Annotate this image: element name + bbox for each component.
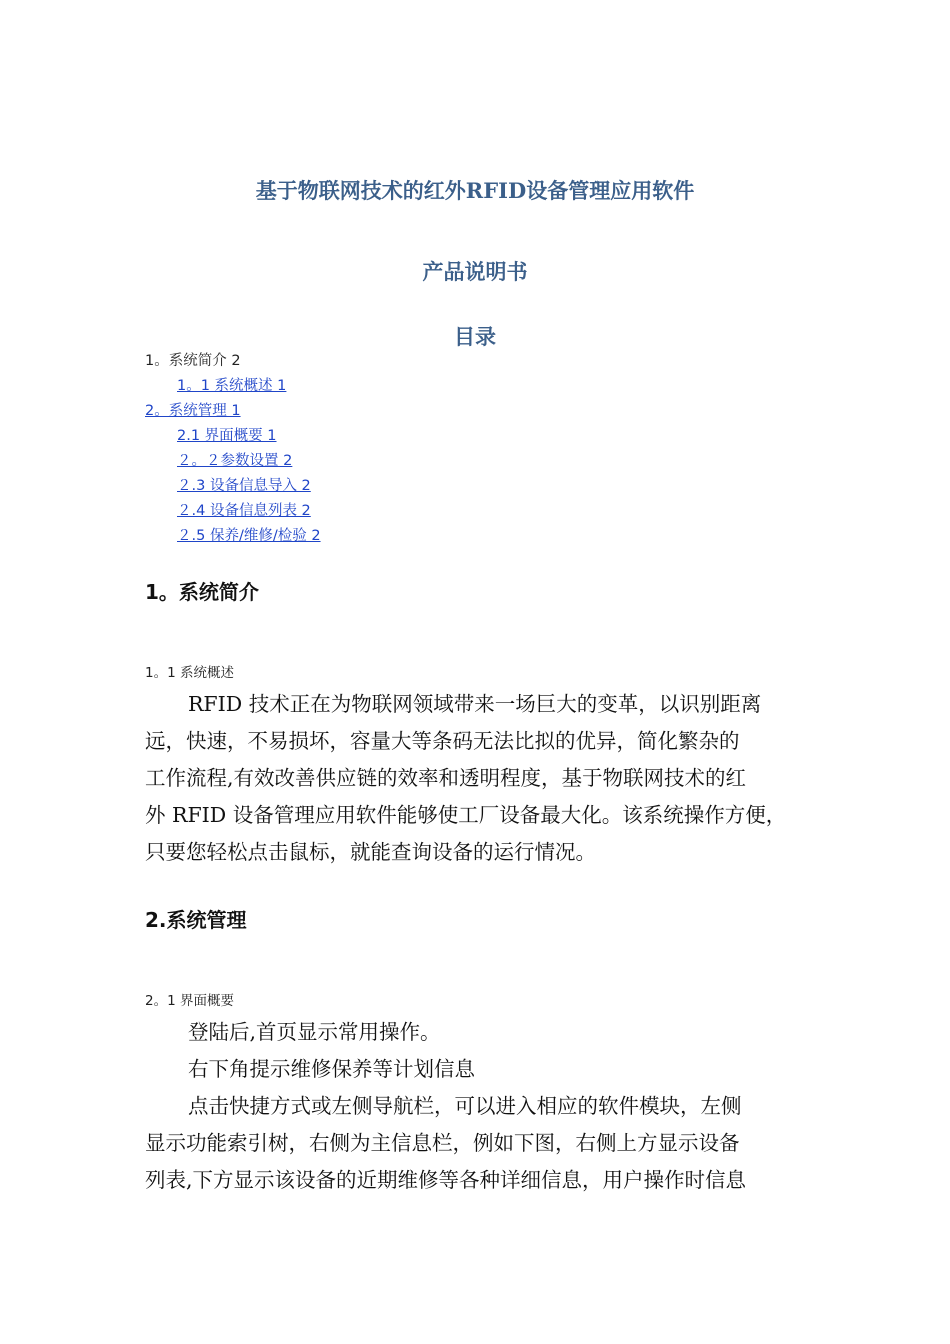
document-title: 基于物联网技术的红外RFID设备管理应用软件 [255,178,695,203]
section-heading-system-management: 2.系统管理 [145,908,247,932]
paragraph-line: 只要您轻松点击鼠标，就能查询设备的运行情况。 [145,840,596,864]
toc-link-device-list[interactable]: ２.4 设备信息列表 2 [177,503,311,519]
toc-heading: 目录 [454,324,496,349]
paragraph-line: 登陆后,首页显示常用操作。 [188,1020,441,1044]
paragraph-line: 点击快捷方式或左侧导航栏，可以进入相应的软件模块，左侧 [188,1094,742,1118]
toc-link-parameter-settings[interactable]: ２。２参数设置 2 [177,453,293,469]
paragraph-line: 外 RFID 设备管理应用软件能够使工厂设备最大化。该系统操作方便， [145,803,787,827]
toc-entry-system-intro: 1。系统简介 2 [145,353,241,369]
paragraph-line: 右下角提示维修保养等计划信息 [188,1057,475,1081]
toc-link-interface-overview[interactable]: 2.1 界面概要 1 [177,428,277,444]
toc-link-system-management[interactable]: 2。系统管理 1 [145,403,241,419]
paragraph-line: 显示功能索引树，右侧为主信息栏，例如下图，右侧上方显示设备 [145,1131,740,1155]
paragraph-line: 工作流程,有效改善供应链的效率和透明程度，基于物联网技术的红 [145,766,747,790]
toc-link-device-import[interactable]: ２.3 设备信息导入 2 [177,478,311,494]
paragraph-line: 列表,下方显示该设备的近期维修等各种详细信息，用户操作时信息 [145,1168,747,1192]
subsection-heading-system-overview: 1。1 系统概述 [145,665,234,681]
paragraph-line: 远，快速，不易损坏，容量大等条码无法比拟的优异，简化繁杂的 [145,729,740,753]
section-heading-system-intro: 1。系统简介 [145,580,259,604]
document-subtitle: 产品说明书 [422,259,528,284]
subsection-heading-interface-overview: 2。1 界面概要 [145,993,234,1009]
toc-link-system-overview[interactable]: 1。1 系统概述 1 [177,378,287,394]
paragraph-line: RFID 技术正在为物联网领域带来一场巨大的变革，以识别距离 [188,692,762,716]
toc-link-maintenance[interactable]: ２.5 保养/维修/检验 2 [177,528,321,544]
